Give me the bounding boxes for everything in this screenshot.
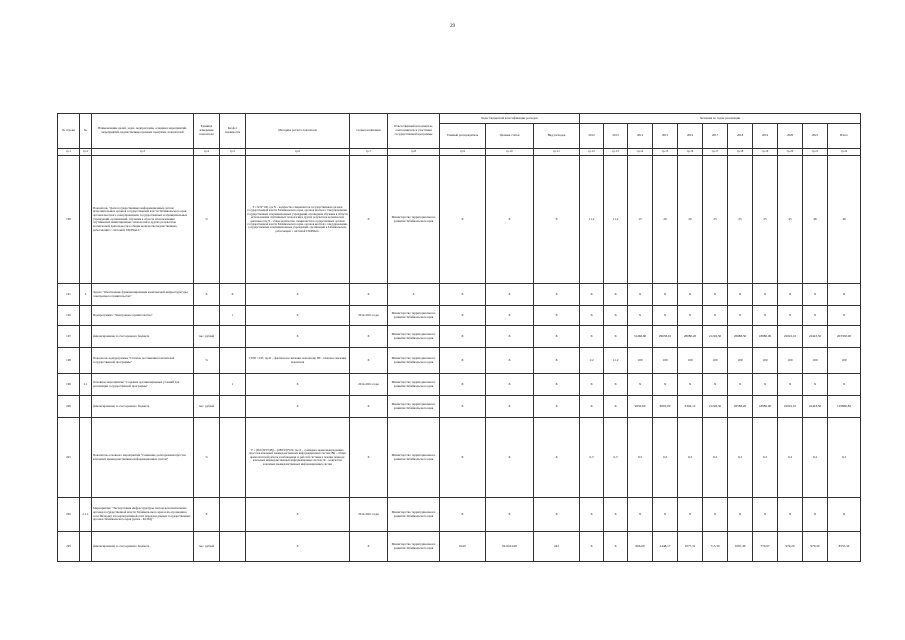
year-value-cell: X bbox=[628, 306, 653, 326]
deadline-cell: 2014-2021 годы bbox=[350, 306, 388, 326]
name-cell: финансирование за счет краевого бюджета bbox=[92, 326, 194, 348]
name-cell: Подпрограмма "Электронное правительство" bbox=[92, 306, 194, 326]
kbk-cell: X bbox=[534, 396, 580, 418]
year-value-cell: X bbox=[604, 532, 628, 562]
year-value-cell: 715,30 bbox=[703, 532, 728, 562]
year-value-cell: X bbox=[703, 284, 728, 306]
kbk-cell: X bbox=[534, 284, 580, 306]
budget-table bbox=[57, 113, 861, 562]
kbk-cell: X bbox=[486, 396, 534, 418]
year-value-cell: X bbox=[753, 374, 778, 396]
method-cell: X bbox=[246, 396, 350, 418]
total-value-cell: 100 bbox=[828, 348, 861, 374]
unit-cell: % bbox=[194, 418, 220, 498]
year-value-cell: 22022,10 bbox=[778, 326, 803, 348]
year-value-cell: 1077,31 bbox=[678, 532, 703, 562]
kbk-cell: 0410 bbox=[440, 532, 486, 562]
coef-cell: 1 bbox=[220, 306, 246, 326]
year-value-cell: X bbox=[703, 306, 728, 326]
deadline-cell: 2014-2021 годы bbox=[350, 498, 388, 532]
year-value-cell: X bbox=[653, 374, 678, 396]
header-unit: Единица измерения показателя bbox=[194, 114, 220, 149]
executor-cell: Министерство территориального развития Забайкальского края bbox=[388, 306, 440, 326]
deadline-cell: X bbox=[350, 284, 388, 306]
coef-cell bbox=[220, 532, 246, 562]
method-cell: P = N/N*100, где N – количество специалистов государственных органов государственной власти Забайкальского края, органов местного самоуправления, государственных и муниципальных учреждений, прошедших обучение в области использования спутниковых технологий и других результатов космической деятельности; N - общее количество специалистов государственных органов государственной власти Забайкальского края, органов местного самоуправления, государственных и муниципальных учреждений, организаций в Забайкальском, работающих с системой ГЛОНАСС bbox=[246, 156, 350, 284]
column-number-cell: гр.7 bbox=[350, 149, 388, 156]
kbk-cell: X bbox=[534, 156, 580, 284]
column-number-cell: гр.10 bbox=[486, 149, 534, 156]
column-number-cell: гр.15 bbox=[653, 149, 678, 156]
item-number-cell bbox=[80, 396, 92, 418]
table-row bbox=[58, 306, 861, 326]
row-number-cell: 191 bbox=[58, 284, 80, 306]
name-cell: Мероприятие "Эксплуатация инфраструктуры систем исполнительных органов государственной власти Забайкальского края и их отражения к сети Интернет и в корпоративной сети передачи данных государственных органов Забайкальского края (далее - КСПД)" bbox=[92, 498, 194, 532]
year-value-cell: 100 bbox=[753, 348, 778, 374]
coef-cell bbox=[220, 418, 246, 498]
executor-cell: Министерство территориального развития Забайкальского края bbox=[388, 532, 440, 562]
name-cell: Показатель основного мероприятия "Снижение доли времени простоя ключевых межведомственных информационных систем" bbox=[92, 418, 194, 498]
column-number-cell: гр.2 bbox=[80, 149, 92, 156]
total-value-cell: X bbox=[828, 284, 861, 306]
table-row bbox=[58, 326, 861, 348]
coef-cell bbox=[220, 396, 246, 418]
row-number-cell: 197 bbox=[58, 326, 80, 348]
column-number-cell: гр.21 bbox=[803, 149, 828, 156]
year-value-cell: 1/2 bbox=[580, 348, 604, 374]
year-value-cell: 100 bbox=[778, 348, 803, 374]
year-value-cell: X bbox=[753, 498, 778, 532]
item-number-cell bbox=[80, 418, 92, 498]
header-year: 2012 bbox=[580, 124, 604, 149]
kbk-cell: X bbox=[486, 306, 534, 326]
kbk-cell: X bbox=[486, 418, 534, 498]
item-number-cell bbox=[80, 306, 92, 326]
year-value-cell: 979,20 bbox=[778, 532, 803, 562]
total-value-cell: 129860,82 bbox=[828, 396, 861, 418]
header-row-no: № строки bbox=[58, 114, 80, 149]
year-value-cell: 0,2 bbox=[728, 418, 753, 498]
year-value-cell: 979,20 bbox=[803, 532, 828, 562]
header-kbk-target: Целевая статья bbox=[486, 124, 534, 149]
unit-cell: % bbox=[194, 156, 220, 284]
header-executor: Ответственный исполнитель, соисполнитель и участники государственной программы bbox=[388, 114, 440, 149]
column-number-cell: гр.19 bbox=[753, 149, 778, 156]
kbk-cell: X bbox=[534, 374, 580, 396]
year-value-cell: 6304,12 bbox=[678, 396, 703, 418]
kbk-cell: X bbox=[440, 418, 486, 498]
header-year: 2018 bbox=[728, 124, 753, 149]
deadline-cell: X bbox=[350, 396, 388, 418]
table-row bbox=[58, 418, 861, 498]
year-value-cell: 18980,00 bbox=[753, 396, 778, 418]
executor-cell: Министерство территориального развития Забайкальского края bbox=[388, 156, 440, 284]
executor-cell: Министерство территориального развития Забайкальского края bbox=[388, 374, 440, 396]
deadline-cell: 2014-2021 годы bbox=[350, 374, 388, 396]
kbk-cell: X bbox=[440, 156, 486, 284]
column-number-row bbox=[58, 149, 861, 156]
executor-cell: Министерство территориального развития Забайкальского края bbox=[388, 348, 440, 374]
column-number-cell: гр.3 bbox=[92, 149, 194, 156]
executor-cell: Министерство территориального развития Забайкальского края bbox=[388, 396, 440, 418]
year-value-cell: 25 bbox=[753, 156, 778, 284]
year-value-cell: X bbox=[628, 374, 653, 396]
unit-cell: тыс. рублей bbox=[194, 532, 220, 562]
year-value-cell: 26688,50 bbox=[728, 326, 753, 348]
column-number-cell: гр.5 bbox=[220, 149, 246, 156]
year-value-cell: X bbox=[703, 374, 728, 396]
year-value-cell: X bbox=[604, 306, 628, 326]
item-number-cell: 5 bbox=[80, 284, 92, 306]
year-value-cell: 100 bbox=[678, 348, 703, 374]
row-number-cell: 200 bbox=[58, 396, 80, 418]
year-value-cell: X bbox=[653, 306, 678, 326]
item-number-cell bbox=[80, 348, 92, 374]
deadline-cell: X bbox=[350, 326, 388, 348]
year-value-cell: 22022,10 bbox=[778, 396, 803, 418]
unit-cell: X bbox=[194, 284, 220, 306]
year-value-cell: 21226,50 bbox=[703, 326, 728, 348]
kbk-cell: X bbox=[440, 326, 486, 348]
page-number: 29 bbox=[450, 24, 455, 29]
header-name: Наименование целей, задач, подпрограмм, основных мероприятий, мероприятий, ведомственных целевых программ, показателей bbox=[92, 114, 194, 149]
total-value-cell: X bbox=[828, 498, 861, 532]
column-number-cell: гр.14 bbox=[628, 149, 653, 156]
header-method: Методика расчета показателя bbox=[246, 114, 350, 149]
coef-cell: 1 bbox=[220, 374, 246, 396]
item-number-cell: 2.1.1 bbox=[80, 498, 92, 532]
method-cell: X bbox=[246, 306, 350, 326]
unit-cell bbox=[194, 306, 220, 326]
year-value-cell: X bbox=[628, 284, 653, 306]
column-number-cell: гр.13 bbox=[604, 149, 628, 156]
year-value-cell: 0,2 bbox=[803, 418, 828, 498]
year-value-cell: X bbox=[580, 396, 604, 418]
header-deadline: Сроки реализации bbox=[350, 114, 388, 149]
table-row bbox=[58, 156, 861, 284]
year-value-cell: X bbox=[753, 284, 778, 306]
year-value-cell: 6602,09 bbox=[653, 396, 678, 418]
kbk-cell: X bbox=[440, 396, 486, 418]
coef-cell bbox=[220, 156, 246, 284]
year-value-cell: X bbox=[728, 374, 753, 396]
header-no: № bbox=[80, 114, 92, 149]
coef-cell bbox=[220, 326, 246, 348]
year-value-cell: 100 bbox=[803, 348, 828, 374]
kbk-cell: X bbox=[534, 306, 580, 326]
item-number-cell: 2.1 bbox=[80, 374, 92, 396]
year-value-cell: X bbox=[678, 374, 703, 396]
total-value-cell: X bbox=[828, 374, 861, 396]
year-value-cell: 22443,50 bbox=[803, 326, 828, 348]
method-cell: СТЕП = ПЕ, где П – фактическое значение показателя; ПЕ - плановое значение показателя bbox=[246, 348, 350, 374]
item-number-cell bbox=[80, 156, 92, 284]
kbk-cell: X bbox=[440, 374, 486, 396]
year-value-cell: X bbox=[653, 498, 678, 532]
year-value-cell: X bbox=[728, 284, 753, 306]
table-body bbox=[58, 149, 861, 562]
header-kbk-admin: Главный распорядитель bbox=[440, 124, 486, 149]
table-row bbox=[58, 348, 861, 374]
kbk-cell: X bbox=[440, 348, 486, 374]
year-value-cell: 28080,20 bbox=[678, 326, 703, 348]
year-value-cell: 0,5 bbox=[628, 418, 653, 498]
total-value-cell: 0,2 bbox=[828, 418, 861, 498]
year-value-cell: 100 bbox=[628, 348, 653, 374]
year-value-cell: 11,2 bbox=[604, 156, 628, 284]
kbk-cell: 0410.04.00 bbox=[486, 532, 534, 562]
header-year: 2013 bbox=[604, 124, 628, 149]
header-year: 2020 bbox=[778, 124, 803, 149]
table-row bbox=[58, 396, 861, 418]
table-row bbox=[58, 284, 861, 306]
kbk-cell: X bbox=[486, 284, 534, 306]
year-value-cell: 11,2 bbox=[580, 156, 604, 284]
year-value-cell: X bbox=[604, 374, 628, 396]
kbk-cell: X bbox=[534, 498, 580, 532]
year-value-cell: X bbox=[778, 374, 803, 396]
kbk-cell: X bbox=[486, 498, 534, 532]
year-value-cell: 45 bbox=[778, 156, 803, 284]
column-number-cell: гр.22 bbox=[828, 149, 861, 156]
method-cell: X bbox=[246, 284, 350, 306]
method-cell: X bbox=[246, 532, 350, 562]
kbk-cell: X bbox=[486, 156, 534, 284]
header-year: 2016 bbox=[678, 124, 703, 149]
column-number-cell: гр.17 bbox=[703, 149, 728, 156]
unit-cell: % bbox=[194, 348, 220, 374]
name-cell: Показатель подпрограммы "Степень достижения показателей государственной программы" bbox=[92, 348, 194, 374]
coef-cell: X bbox=[220, 284, 246, 306]
year-value-cell: 100 bbox=[728, 348, 753, 374]
year-value-cell: X bbox=[753, 306, 778, 326]
table-row bbox=[58, 374, 861, 396]
coef-cell bbox=[220, 348, 246, 374]
year-value-cell: X bbox=[604, 326, 628, 348]
method-cell: X bbox=[246, 498, 350, 532]
year-value-cell: 20 bbox=[653, 156, 678, 284]
row-number-cell: 199 bbox=[58, 374, 80, 396]
year-value-cell: X bbox=[678, 498, 703, 532]
header-year: 2021 bbox=[803, 124, 828, 149]
year-value-cell: 18980,00 bbox=[753, 326, 778, 348]
method-cell: P = (ПЛ/(ПЛ+ОВ)) - (ОВ/ПЛ)*100, где Д – суммарное время вынужденных простоев ключевых межведомственных информационных систем; ВК – общее время штатной работы и наблюдения за работой системы в течение периода; ключевых межведомственных информационных систем; Ф – количество ключевых межведомственных информационных систем bbox=[246, 418, 350, 498]
year-value-cell: X bbox=[653, 284, 678, 306]
deadline-cell: X bbox=[350, 156, 388, 284]
unit-cell: тыс. рублей bbox=[194, 326, 220, 348]
year-value-cell: 2448,17 bbox=[653, 532, 678, 562]
kbk-cell: X bbox=[440, 306, 486, 326]
table-row bbox=[58, 532, 861, 562]
year-value-cell: 0,5 bbox=[604, 418, 628, 498]
year-value-cell: X bbox=[604, 284, 628, 306]
kbk-cell: X bbox=[486, 326, 534, 348]
method-cell: X bbox=[246, 374, 350, 396]
year-value-cell: X bbox=[580, 284, 604, 306]
column-number-cell: гр.6 bbox=[246, 149, 350, 156]
year-value-cell: 15 bbox=[628, 156, 653, 284]
kbk-cell: X bbox=[534, 348, 580, 374]
executor-cell: Министерство территориального развития Забайкальского края bbox=[388, 418, 440, 498]
year-value-cell: X bbox=[778, 498, 803, 532]
column-number-cell: гр.9 bbox=[440, 149, 486, 156]
year-value-cell: X bbox=[703, 498, 728, 532]
item-number-cell bbox=[80, 326, 92, 348]
unit-cell: X bbox=[194, 498, 220, 532]
column-number-cell: гр.1 bbox=[58, 149, 80, 156]
year-value-cell: 0,2 bbox=[753, 418, 778, 498]
year-value-cell: X bbox=[803, 306, 828, 326]
year-value-cell: X bbox=[803, 498, 828, 532]
name-cell: Основное мероприятие "Создание организационных условий для реализации государственной программы" bbox=[92, 374, 194, 396]
deadline-cell: X bbox=[350, 348, 388, 374]
column-number-cell: гр.16 bbox=[678, 149, 703, 156]
kbk-cell: X bbox=[486, 374, 534, 396]
unit-cell bbox=[194, 374, 220, 396]
executor-cell: X bbox=[388, 284, 440, 306]
row-number-cell: 190 bbox=[58, 156, 80, 284]
year-value-cell: X bbox=[580, 306, 604, 326]
name-cell: Задача "Обеспечение функционирования комплексной инфраструктуры электронного правительства" bbox=[92, 284, 194, 306]
year-value-cell: 100 bbox=[653, 348, 678, 374]
name-cell: финансирование за счет краевого бюджета bbox=[92, 396, 194, 418]
year-value-cell: X bbox=[604, 498, 628, 532]
year-value-cell: 770,67 bbox=[753, 532, 778, 562]
year-value-cell: 9650,60 bbox=[628, 396, 653, 418]
item-number-cell bbox=[80, 532, 92, 562]
column-number-cell: гр.18 bbox=[728, 149, 753, 156]
year-value-cell: 0,2 bbox=[653, 418, 678, 498]
total-value-cell: 203350,00 bbox=[828, 326, 861, 348]
total-value-cell: X bbox=[828, 306, 861, 326]
header-kbk-type: Вид расходов bbox=[534, 124, 580, 149]
year-value-cell: 25 bbox=[703, 156, 728, 284]
executor-cell: Министерство территориального развития Забайкальского края bbox=[388, 498, 440, 532]
kbk-cell: X bbox=[534, 326, 580, 348]
name-cell: Показатель "Доля государственных информационных систем исполнительных органов государственной власти Забайкальского края, органов местного самоуправления, государственных и муниципальных учреждений, организаций, обучения в области использования спутниковых навигационных технологий и других результатов космической деятельности в общем количестве ведомственных, работающих с системой ГЛОНАСС" bbox=[92, 156, 194, 284]
kbk-cell: 242 bbox=[534, 532, 580, 562]
column-number-cell: гр.12 bbox=[580, 149, 604, 156]
year-value-cell: X bbox=[628, 498, 653, 532]
year-value-cell: X bbox=[728, 498, 753, 532]
method-cell: X bbox=[246, 326, 350, 348]
year-value-cell: 21226,50 bbox=[703, 396, 728, 418]
deadline-cell: X bbox=[350, 532, 388, 562]
year-value-cell: 11,2 bbox=[604, 348, 628, 374]
year-value-cell: 0,5 bbox=[580, 418, 604, 498]
year-value-cell: 100 bbox=[703, 348, 728, 374]
year-value-cell: X bbox=[803, 284, 828, 306]
year-value-cell: 1067,49 bbox=[728, 532, 753, 562]
year-value-cell: 0,2 bbox=[678, 418, 703, 498]
year-value-cell: 0,2 bbox=[778, 418, 803, 498]
coef-cell bbox=[220, 498, 246, 532]
year-value-cell: X bbox=[803, 374, 828, 396]
column-number-cell: гр.20 bbox=[778, 149, 803, 156]
year-value-cell: 606,00 bbox=[628, 532, 653, 562]
header-year: 2019 bbox=[753, 124, 778, 149]
year-value-cell: 25 bbox=[728, 156, 753, 284]
year-value-cell: 0,2 bbox=[703, 418, 728, 498]
header-year: 2015 bbox=[653, 124, 678, 149]
executor-cell: Министерство территориального развития Забайкальского края bbox=[388, 326, 440, 348]
name-cell: финансирование за счет краевого бюджета bbox=[92, 532, 194, 562]
year-value-cell: 31466,60 bbox=[628, 326, 653, 348]
year-value-cell: X bbox=[580, 326, 604, 348]
total-value-cell: 46 bbox=[828, 156, 861, 284]
table-row bbox=[58, 498, 861, 532]
column-number-cell: гр.8 bbox=[388, 149, 440, 156]
row-number-cell: 203 bbox=[58, 532, 80, 562]
header-year: 2014 bbox=[628, 124, 653, 149]
year-value-cell: X bbox=[580, 374, 604, 396]
header-year: 2017 bbox=[703, 124, 728, 149]
year-value-cell: X bbox=[678, 306, 703, 326]
total-value-cell: 8555,34 bbox=[828, 532, 861, 562]
year-value-cell: 46 bbox=[803, 156, 828, 284]
year-value-cell: 22443,50 bbox=[803, 396, 828, 418]
kbk-cell: X bbox=[440, 498, 486, 532]
header-total: Итого bbox=[828, 124, 861, 149]
header-kbk-group: Коды бюджетной классификации расходов bbox=[440, 114, 580, 124]
year-value-cell: X bbox=[604, 396, 628, 418]
year-value-cell: X bbox=[580, 532, 604, 562]
deadline-cell: X bbox=[350, 418, 388, 498]
header-values-group: Значения по годам реализации bbox=[580, 114, 861, 124]
year-value-cell: X bbox=[728, 306, 753, 326]
year-value-cell: 20 bbox=[678, 156, 703, 284]
year-value-cell: X bbox=[778, 284, 803, 306]
kbk-cell: X bbox=[440, 284, 486, 306]
year-value-cell: X bbox=[778, 306, 803, 326]
kbk-cell: X bbox=[486, 348, 534, 374]
row-number-cell: 198 bbox=[58, 348, 80, 374]
year-value-cell: X bbox=[678, 284, 703, 306]
year-value-cell: X bbox=[580, 498, 604, 532]
year-value-cell: 26586,20 bbox=[728, 396, 753, 418]
column-number-cell: гр.4 bbox=[194, 149, 220, 156]
row-number-cell: 201 bbox=[58, 418, 80, 498]
kbk-cell: X bbox=[534, 418, 580, 498]
row-number-cell: 192 bbox=[58, 306, 80, 326]
unit-cell: тыс. рублей bbox=[194, 396, 220, 418]
year-value-cell: 29658,10 bbox=[653, 326, 678, 348]
row-number-cell: 202 bbox=[58, 498, 80, 532]
header-coef: Коэф-т значимости bbox=[220, 114, 246, 149]
column-number-cell: гр.11 bbox=[534, 149, 580, 156]
